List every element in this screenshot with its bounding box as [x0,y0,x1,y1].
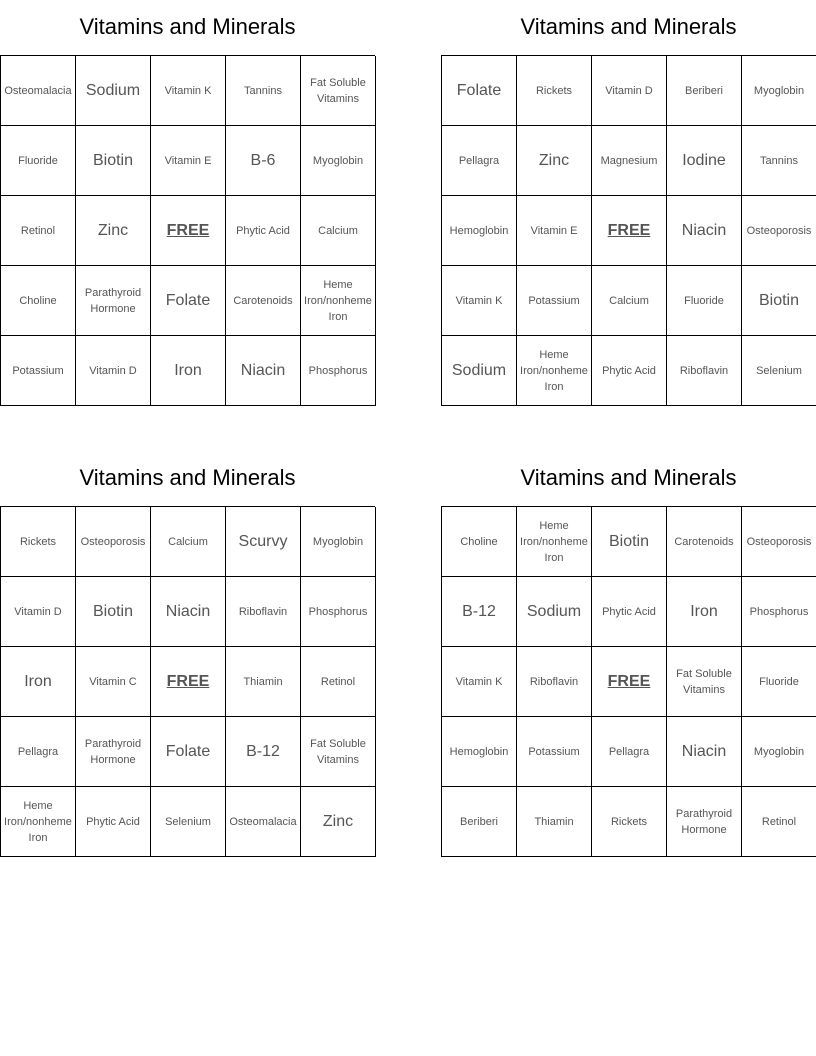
bingo-cell: Biotin [76,126,151,196]
bingo-cell: Heme Iron/nonheme Iron [517,507,592,577]
free-space: FREE [151,647,226,717]
bingo-cell: Phytic Acid [76,787,151,857]
bingo-cell: Zinc [517,126,592,196]
bingo-cell: Niacin [226,336,301,406]
bingo-cell: Niacin [667,196,742,266]
bingo-cell: Niacin [151,577,226,647]
bingo-cell: Selenium [151,787,226,857]
bingo-cell: Heme Iron/nonheme Iron [517,336,592,406]
bingo-cell: Sodium [76,56,151,126]
bingo-cell: Riboflavin [226,577,301,647]
bingo-cell: B-12 [442,577,517,647]
bingo-cell: Osteoporosis [742,196,816,266]
bingo-cell: Pellagra [592,717,667,787]
bingo-cell: Beriberi [442,787,517,857]
free-space: FREE [592,647,667,717]
bingo-cell: Folate [442,56,517,126]
bingo-cell: Zinc [301,787,376,857]
bingo-cell: Tannins [742,126,816,196]
bingo-cell: Vitamin D [76,336,151,406]
bingo-cell: Carotenoids [667,507,742,577]
bingo-grid [441,55,816,406]
bingo-cell: Calcium [301,196,376,266]
bingo-cell: Folate [151,266,226,336]
bingo-cell: Retinol [742,787,816,857]
bingo-cell: Vitamin K [151,56,226,126]
bingo-cell: Biotin [76,577,151,647]
bingo-cell: Phytic Acid [592,336,667,406]
bingo-cell: Rickets [517,56,592,126]
bingo-grid [0,506,375,857]
bingo-cell: Osteoporosis [742,507,816,577]
bingo-cell: Myoglobin [301,126,376,196]
bingo-cell: Vitamin C [76,647,151,717]
bingo-cell: Fluoride [1,126,76,196]
bingo-cell: Vitamin D [592,56,667,126]
bingo-cell: Phytic Acid [592,577,667,647]
bingo-card-2 [441,0,816,406]
bingo-cell: Fat Soluble Vitamins [301,717,376,787]
bingo-cell: Myoglobin [742,717,816,787]
bingo-cell: Potassium [517,266,592,336]
bingo-cell: Myoglobin [301,507,376,577]
bingo-cell: Osteoporosis [76,507,151,577]
card-title: Vitamins and Minerals [79,14,296,39]
bingo-cell: Magnesium [592,126,667,196]
bingo-cell: Iron [1,647,76,717]
bingo-cell: Potassium [517,717,592,787]
bingo-cell: Phosphorus [301,577,376,647]
bingo-cell: Carotenoids [226,266,301,336]
bingo-cell: Fluoride [742,647,816,717]
bingo-cell: Fat Soluble Vitamins [301,56,376,126]
bingo-grid [441,506,816,857]
bingo-cell: Niacin [667,717,742,787]
bingo-cell: Choline [1,266,76,336]
bingo-cell: Parathyroid Hormone [76,266,151,336]
bingo-cell: Iodine [667,126,742,196]
bingo-cell: Riboflavin [517,647,592,717]
bingo-cell: Myoglobin [742,56,816,126]
bingo-cell: Hemoglobin [442,196,517,266]
bingo-cell: Thiamin [226,647,301,717]
bingo-cell: Sodium [517,577,592,647]
bingo-cell: Pellagra [1,717,76,787]
bingo-card-3 [0,451,375,857]
bingo-grid [0,55,375,406]
bingo-cell: Osteomalacia [1,56,76,126]
bingo-cell: Retinol [1,196,76,266]
free-space: FREE [151,196,226,266]
bingo-cell: Sodium [442,336,517,406]
bingo-cell: Heme Iron/nonheme Iron [1,787,76,857]
bingo-cell: Vitamin E [517,196,592,266]
bingo-cell: Biotin [742,266,816,336]
bingo-cell: B-6 [226,126,301,196]
bingo-cell: Riboflavin [667,336,742,406]
bingo-cell: Vitamin K [442,266,517,336]
bingo-cell: Iron [151,336,226,406]
card-title: Vitamins and Minerals [520,465,737,490]
bingo-card-4 [441,451,816,857]
bingo-cell: Fat Soluble Vitamins [667,647,742,717]
bingo-cell: Hemoglobin [442,717,517,787]
bingo-cell: Pellagra [442,126,517,196]
bingo-cell: Potassium [1,336,76,406]
bingo-cell: Rickets [592,787,667,857]
bingo-cell: Parathyroid Hormone [76,717,151,787]
bingo-cell: Calcium [151,507,226,577]
bingo-cell: Phosphorus [301,336,376,406]
bingo-cell: Vitamin E [151,126,226,196]
bingo-cell: B-12 [226,717,301,787]
bingo-cell: Choline [442,507,517,577]
bingo-cell: Phosphorus [742,577,816,647]
bingo-cell: Scurvy [226,507,301,577]
bingo-cell: Vitamin D [1,577,76,647]
card-title: Vitamins and Minerals [79,465,296,490]
bingo-cell: Retinol [301,647,376,717]
card-title: Vitamins and Minerals [520,14,737,39]
free-space: FREE [592,196,667,266]
bingo-cell: Heme Iron/nonheme Iron [301,266,376,336]
bingo-cell: Iron [667,577,742,647]
bingo-cell: Beriberi [667,56,742,126]
bingo-cell: Biotin [592,507,667,577]
bingo-card-1 [0,0,375,406]
bingo-cell: Selenium [742,336,816,406]
bingo-cell: Parathyroid Hormone [667,787,742,857]
bingo-cell: Folate [151,717,226,787]
bingo-cell: Vitamin K [442,647,517,717]
bingo-cell: Tannins [226,56,301,126]
bingo-cell: Zinc [76,196,151,266]
bingo-cell: Phytic Acid [226,196,301,266]
bingo-cell: Fluoride [667,266,742,336]
bingo-cell: Osteomalacia [226,787,301,857]
bingo-cell: Rickets [1,507,76,577]
bingo-cell: Thiamin [517,787,592,857]
bingo-cell: Calcium [592,266,667,336]
